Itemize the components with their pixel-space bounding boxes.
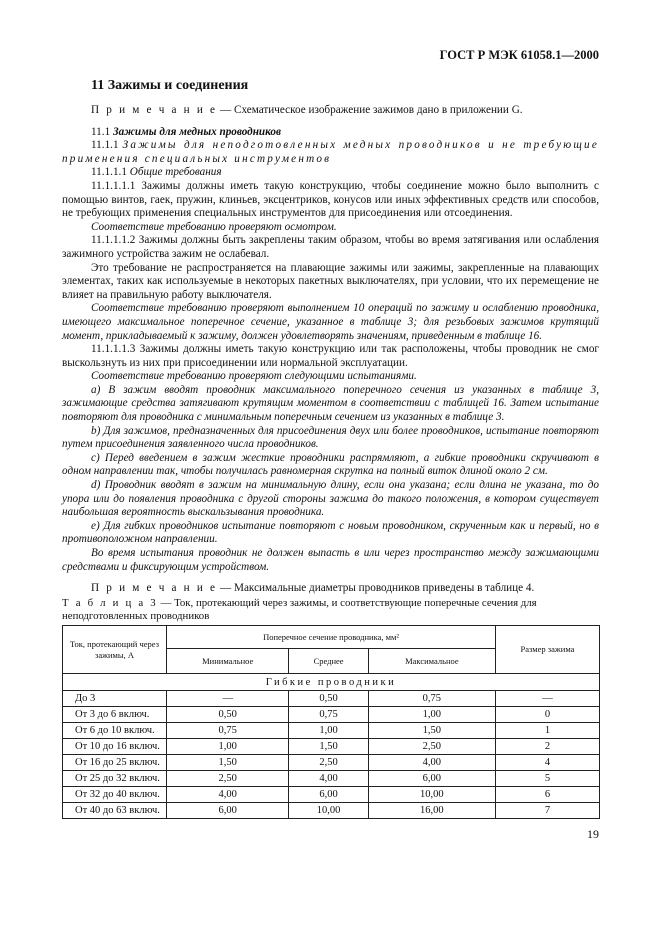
paragraph-compliance: Соответствие требованию проверяют осмотром. bbox=[91, 220, 337, 233]
heading-number: 11.1.1 bbox=[91, 139, 123, 152]
paragraph-compliance: Соответствие требованию проверяют выполнением 10 операций по зажиму и ослаблению проводника, имеющего максимальное поперечное сечение, указанное в таблице 3; для резьбовых зажимов крутящий момент, прикладываемый к зажиму, должен удовлетворять значениям, приведенным в таблице 16. bbox=[62, 302, 599, 342]
page-number: 19 bbox=[587, 827, 599, 841]
cell-current: От 16 до 25 включ. bbox=[63, 755, 167, 771]
section-title: 11 Зажимы и соединения bbox=[91, 78, 249, 93]
cell-section: 0,75 bbox=[167, 723, 289, 739]
table-subheader: Гибкие проводники bbox=[63, 674, 600, 691]
cell-section: 10,00 bbox=[368, 787, 495, 803]
note-text: — Максимальные диаметры проводников приведены в таблице 4. bbox=[217, 582, 535, 595]
col-header-min: Минимальное bbox=[167, 649, 289, 674]
note-label: П р и м е ч а н и е bbox=[91, 104, 218, 116]
table-row bbox=[63, 771, 600, 787]
paragraph: Это требование не распространяется на плавающие зажимы или зажимы, закрепленные на плавающих элементах, таких как используемые в некоторых пакетных выключателях, при условии, что их перемещение не влияет на правильную работу выключателя. bbox=[62, 261, 599, 301]
cell-section: 2,50 bbox=[289, 755, 368, 771]
standard-header: ГОСТ Р МЭК 61058.1—2000 bbox=[439, 48, 599, 62]
cell-current: От 6 до 10 включ. bbox=[63, 723, 167, 739]
paragraph: 11.1.1.1.1 Зажимы должны иметь такую конструкцию, чтобы соединение можно было выполнить с помощью винтов, гаек, пружин, клиньев, эксцентриков, конусов или иных эффективных средств или способов, не требующих применения специальных инструментов для присоединения или отсоединения. bbox=[62, 179, 599, 220]
cell-section: 1,50 bbox=[368, 723, 495, 739]
cell-section: 0,50 bbox=[167, 707, 289, 723]
cell-current: От 40 до 63 включ. bbox=[63, 803, 167, 819]
cell-section: 1,50 bbox=[167, 755, 289, 771]
cell-section: 10,00 bbox=[289, 803, 368, 819]
cell-section: — bbox=[167, 691, 289, 707]
heading-11-1 bbox=[62, 126, 599, 140]
cell-size: 2 bbox=[496, 739, 600, 755]
paragraph-compliance: Соответствие требованию проверяют следующими испытаниями. bbox=[91, 370, 417, 383]
test-item-a: а) В зажим вводят проводник максимального поперечного сечения из указанных в таблице 3, зажимающие средства затягивают крутящим моментом в соответствии с таблицей 16. Затем испытание повторяют для проводника с минимальным поперечным сечением из указанных в таблице 3. bbox=[62, 383, 599, 424]
heading-title: Общие требования bbox=[129, 166, 222, 179]
table-caption bbox=[62, 597, 602, 623]
cell-section: 1,00 bbox=[368, 707, 495, 723]
table-row bbox=[63, 755, 600, 771]
heading-title: Зажимы для неподготовленных медных проводников и не требующие применения специальных инструментов bbox=[62, 139, 599, 165]
table-row bbox=[63, 707, 600, 723]
col-header-max: Максимальное bbox=[368, 649, 495, 674]
cell-current: До 3 bbox=[63, 691, 167, 707]
body-text bbox=[62, 104, 599, 596]
col-header-mid: Среднее bbox=[289, 649, 368, 674]
cell-size: 5 bbox=[496, 771, 600, 787]
cell-section: 0,75 bbox=[368, 691, 495, 707]
test-item-d: d) Проводник вводят в зажим на минимальную длину, если она указана; если длина не указана, то до упора или до появления проводника с другой стороны зажима до такого положения, в котором существует наибольшая вероятность выскальзывания проводника. bbox=[62, 479, 599, 519]
cell-size: 4 bbox=[496, 755, 600, 771]
cell-section: 2,50 bbox=[368, 739, 495, 755]
cell-current: От 32 до 40 включ. bbox=[63, 787, 167, 803]
table-row bbox=[63, 787, 600, 803]
cell-size: 1 bbox=[496, 723, 600, 739]
cell-size: 7 bbox=[496, 803, 600, 819]
cell-size: 6 bbox=[496, 787, 600, 803]
cell-section: 6,00 bbox=[368, 771, 495, 787]
cell-section: 6,00 bbox=[167, 803, 289, 819]
heading-title: Зажимы для медных проводников bbox=[112, 125, 281, 138]
paragraph-compliance: Во время испытания проводник не должен выпасть в или через пространство между зажимающими средствами и фиксирующим устройством. bbox=[62, 547, 599, 573]
heading-11-1-1-1 bbox=[62, 166, 599, 180]
cell-section: 6,00 bbox=[289, 787, 368, 803]
col-header-current: Ток, протекающий через зажимы, А bbox=[63, 626, 167, 674]
cell-section: 1,00 bbox=[289, 723, 368, 739]
table-caption-text: — Ток, протекающий через зажимы, и соответствующие поперечные сечения для неподготовленных проводников bbox=[62, 597, 537, 622]
cell-section: 0,50 bbox=[289, 691, 368, 707]
note-2 bbox=[62, 582, 599, 596]
heading-number: 11.1.1.1 bbox=[91, 166, 130, 179]
cell-section: 4,00 bbox=[167, 787, 289, 803]
cell-section: 1,00 bbox=[167, 739, 289, 755]
cell-section: 16,00 bbox=[368, 803, 495, 819]
table-row bbox=[63, 739, 600, 755]
test-item-c: с) Перед введением в зажим жесткие проводники распрямляют, а гибкие проводники скручивают в одном направлении так, чтобы получилась равномерная скрутка на полный виток длиной около 2 см. bbox=[62, 451, 599, 478]
cell-current: От 25 до 32 включ. bbox=[63, 771, 167, 787]
heading-number: 11.1 bbox=[91, 125, 113, 138]
cell-section: 4,00 bbox=[289, 771, 368, 787]
cell-section: 1,50 bbox=[289, 739, 368, 755]
current-section-table bbox=[62, 625, 600, 819]
cell-current: От 10 до 16 включ. bbox=[63, 739, 167, 755]
table-row bbox=[63, 691, 600, 707]
table-row bbox=[63, 803, 600, 819]
cell-section: 2,50 bbox=[167, 771, 289, 787]
note-text: — Схематическое изображение зажимов дано в приложении G. bbox=[217, 104, 523, 116]
cell-section: 4,00 bbox=[368, 755, 495, 771]
col-header-section: Поперечное сечение проводника, мм² bbox=[167, 626, 496, 649]
col-header-size: Размер зажима bbox=[496, 626, 600, 674]
cell-section: 0,75 bbox=[289, 707, 368, 723]
table-caption-label: Т а б л и ц а 3 bbox=[62, 597, 158, 609]
cell-size: — bbox=[496, 691, 600, 707]
heading-11-1-1 bbox=[62, 139, 599, 166]
cell-current: От 3 до 6 включ. bbox=[63, 707, 167, 723]
note-1 bbox=[62, 104, 599, 118]
paragraph: 11.1.1.1.3 Зажимы должны иметь такую конструкцию или так расположены, чтобы проводник не смог выскользнуть из них при присоединении или нормальной эксплуатации. bbox=[62, 343, 599, 369]
cell-size: 0 bbox=[496, 707, 600, 723]
table-row bbox=[63, 723, 600, 739]
note-label: П р и м е ч а н и е bbox=[91, 582, 218, 595]
test-item-b: b) Для зажимов, предназначенных для присоединения двух или более проводников, испытание повторяют путем присоединения заявленного числа проводников. bbox=[62, 424, 599, 451]
paragraph: 11.1.1.1.2 Зажимы должны быть закреплены таким образом, чтобы во время затягивания или ослабления зажимного устройства зажим не ослабевал. bbox=[62, 234, 599, 260]
test-item-e: е) Для гибких проводников испытание повторяют с новым проводником, скрученным как и первый, но в противоположном направлении. bbox=[62, 519, 599, 546]
